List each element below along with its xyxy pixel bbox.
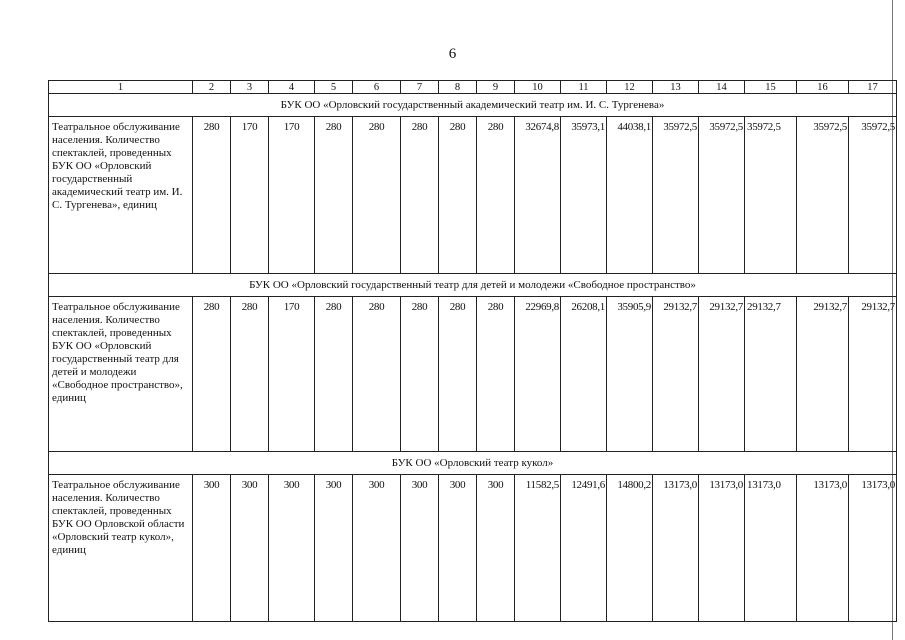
- value-cell: 280: [353, 117, 401, 274]
- value-cell: 35972,5: [653, 117, 699, 274]
- data-table: [48, 80, 897, 622]
- value-cell: 280: [315, 297, 353, 452]
- section-title: БУК ОО «Орловский государственный академический театр им. И. С. Тургенева»: [49, 94, 897, 117]
- value-cell: 29132,7: [745, 297, 797, 452]
- value-cell: 14800,2: [607, 475, 653, 622]
- value-cell: 35973,1: [561, 117, 607, 274]
- column-header: 2: [193, 81, 231, 94]
- value-cell: 300: [353, 475, 401, 622]
- value-cell: 13173,0: [849, 475, 897, 622]
- column-header: 9: [477, 81, 515, 94]
- column-header: 16: [797, 81, 849, 94]
- column-header: 1: [49, 81, 193, 94]
- value-cell: 26208,1: [561, 297, 607, 452]
- section-title: БУК ОО «Орловский государственный театр для детей и молодежи «Свободное пространство»: [49, 274, 897, 297]
- row-description: Театральное обслуживание населения. Количество спектаклей, проведенных БУК ОО «Орловский государственный академический театр им. И. С. Тургенева», единиц: [49, 117, 193, 274]
- column-header: 5: [315, 81, 353, 94]
- value-cell: 280: [231, 297, 269, 452]
- column-header: 3: [231, 81, 269, 94]
- value-cell: 280: [193, 117, 231, 274]
- value-cell: 170: [269, 117, 315, 274]
- value-cell: 300: [231, 475, 269, 622]
- section-title-row: [49, 274, 897, 297]
- value-cell: 300: [439, 475, 477, 622]
- value-cell: 300: [401, 475, 439, 622]
- column-header: 6: [353, 81, 401, 94]
- table-row: [49, 117, 897, 274]
- value-cell: 35972,5: [849, 117, 897, 274]
- page-number: 6: [448, 46, 457, 62]
- column-header: 7: [401, 81, 439, 94]
- value-cell: 280: [439, 117, 477, 274]
- value-cell: 300: [477, 475, 515, 622]
- value-cell: 170: [269, 297, 315, 452]
- value-cell: 280: [193, 297, 231, 452]
- value-cell: 280: [439, 297, 477, 452]
- column-header: 11: [561, 81, 607, 94]
- table-row: [49, 297, 897, 452]
- section-title-row: [49, 452, 897, 475]
- column-number-row: [49, 81, 897, 94]
- value-cell: 300: [193, 475, 231, 622]
- value-cell: 29132,7: [699, 297, 745, 452]
- value-cell: 44038,1: [607, 117, 653, 274]
- column-header: 4: [269, 81, 315, 94]
- value-cell: 280: [401, 297, 439, 452]
- row-description: Театральное обслуживание населения. Количество спектаклей, проведенных БУК ОО Орловской области «Орловский театр кукол», единиц: [49, 475, 193, 622]
- value-cell: 170: [231, 117, 269, 274]
- column-header: 15: [745, 81, 797, 94]
- value-cell: 12491,6: [561, 475, 607, 622]
- value-cell: 11582,5: [515, 475, 561, 622]
- value-cell: 280: [401, 117, 439, 274]
- column-header: 13: [653, 81, 699, 94]
- value-cell: 280: [477, 297, 515, 452]
- table-row: [49, 475, 897, 622]
- value-cell: 35972,5: [797, 117, 849, 274]
- value-cell: 300: [269, 475, 315, 622]
- value-cell: 280: [315, 117, 353, 274]
- value-cell: 13173,0: [653, 475, 699, 622]
- column-header: 8: [439, 81, 477, 94]
- value-cell: 29132,7: [653, 297, 699, 452]
- value-cell: 35972,5: [699, 117, 745, 274]
- value-cell: 280: [477, 117, 515, 274]
- value-cell: 280: [353, 297, 401, 452]
- value-cell: 35905,9: [607, 297, 653, 452]
- value-cell: 13173,0: [745, 475, 797, 622]
- section-title: БУК ОО «Орловский театр кукол»: [49, 452, 897, 475]
- value-cell: 300: [315, 475, 353, 622]
- column-header: 14: [699, 81, 745, 94]
- value-cell: 29132,7: [797, 297, 849, 452]
- column-header: 17: [849, 81, 897, 94]
- value-cell: 35972,5: [745, 117, 797, 274]
- value-cell: 22969,8: [515, 297, 561, 452]
- value-cell: 13173,0: [699, 475, 745, 622]
- value-cell: 13173,0: [797, 475, 849, 622]
- column-header: 10: [515, 81, 561, 94]
- value-cell: 29132,7: [849, 297, 897, 452]
- row-description: Театральное обслуживание населения. Количество спектаклей, проведенных БУК ОО «Орловский государственный театр для детей и молодежи «Свободное пространство», единиц: [49, 297, 193, 452]
- section-title-row: [49, 94, 897, 117]
- value-cell: 32674,8: [515, 117, 561, 274]
- column-header: 12: [607, 81, 653, 94]
